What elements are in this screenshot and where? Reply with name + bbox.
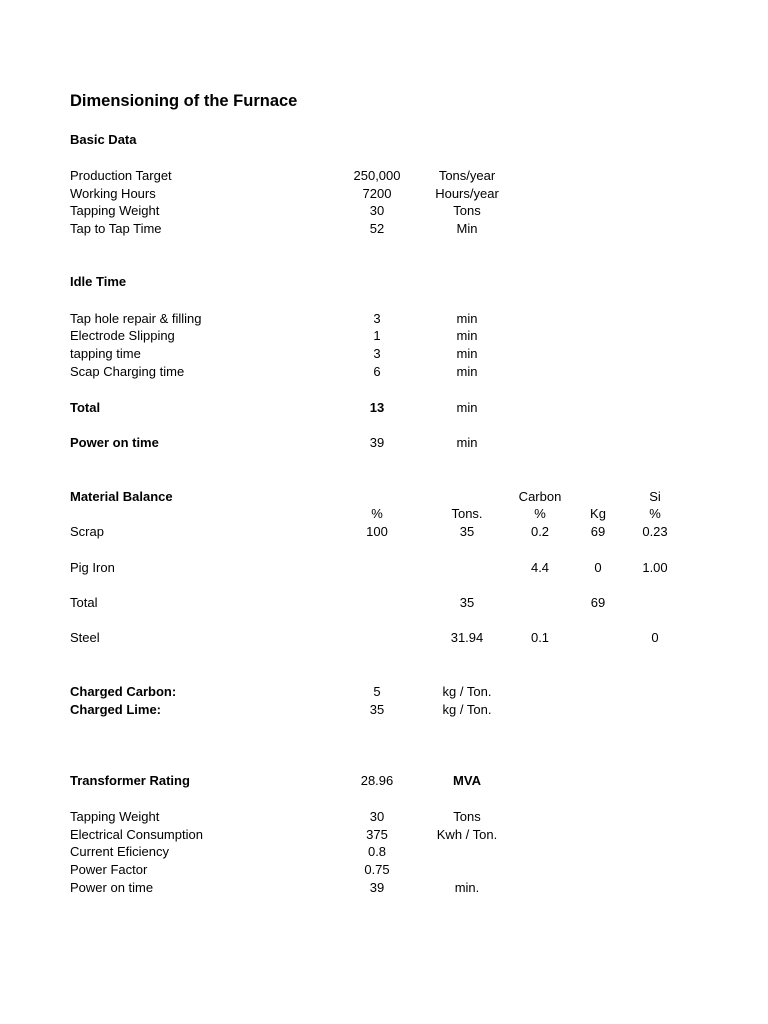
table-row [0, 808, 768, 826]
cell-carbon: 4.4 [530, 560, 550, 575]
cell-si: 0 [651, 630, 659, 645]
table-row [0, 310, 768, 328]
row-unit: Tons/year [438, 168, 496, 183]
row-unit: Hours/year [435, 186, 499, 201]
row-label: Charged Lime: [70, 702, 162, 717]
section-heading: Transformer Rating [70, 773, 190, 788]
row-label: Working Hours [70, 186, 156, 201]
row-label: Power on time [70, 435, 159, 450]
row-value: 3 [373, 311, 381, 326]
cell-tons: 35 [459, 524, 475, 539]
row-label: Charged Carbon: [70, 684, 177, 699]
column-header-carbon-pct: % [534, 506, 546, 521]
idle-time-heading-row [0, 273, 768, 291]
row-value: 30 [369, 203, 385, 218]
page-title: Dimensioning of the Furnace [70, 92, 298, 110]
row-unit: min [456, 328, 478, 343]
cell-kg: 69 [590, 524, 606, 539]
cell-si: 0.23 [642, 524, 668, 539]
table-row [0, 345, 768, 363]
row-value: 30 [369, 809, 385, 824]
table-row [0, 826, 768, 844]
row-value: 39 [369, 880, 385, 895]
charged-lime-row [0, 701, 768, 719]
table-row [0, 629, 768, 647]
transformer-rating-row [0, 772, 768, 790]
cell-si: 1.00 [642, 560, 668, 575]
row-unit: kg / Ton. [442, 684, 492, 699]
column-header-si-pct: % [649, 506, 661, 521]
row-unit: min [456, 364, 478, 379]
row-value: 375 [366, 827, 388, 842]
section-heading: Basic Data [70, 132, 137, 147]
row-value: 28.96 [360, 773, 394, 788]
column-header-pct: % [371, 506, 383, 521]
row-value: 3 [373, 346, 381, 361]
basic-data-heading-row [0, 131, 768, 149]
row-value: 39 [369, 435, 385, 450]
row-value: 52 [369, 221, 385, 236]
table-row [0, 594, 768, 612]
row-label: Scrap [70, 524, 104, 539]
cell-pct: 100 [366, 524, 388, 539]
row-value: 0.8 [367, 844, 387, 859]
row-label: Electrode Slipping [70, 328, 175, 343]
row-unit: min [456, 311, 478, 326]
cell-tons: 31.94 [450, 630, 484, 645]
column-header-row [0, 505, 768, 523]
column-header-kg: Kg [590, 506, 606, 521]
charged-carbon-row [0, 683, 768, 701]
table-row [0, 185, 768, 203]
row-unit: MVA [453, 773, 481, 788]
row-label: Tapping Weight [70, 203, 160, 218]
table-row [0, 843, 768, 861]
table-row [0, 167, 768, 185]
table-row [0, 861, 768, 879]
row-label: tapping time [70, 346, 141, 361]
row-value: 7200 [362, 186, 392, 201]
row-value: 5 [373, 684, 381, 699]
row-unit: Min [456, 221, 478, 236]
row-value: 0.75 [364, 862, 390, 877]
table-row [0, 879, 768, 897]
cell-tons: 35 [459, 595, 475, 610]
table-row [0, 523, 768, 541]
row-unit: Tons [453, 203, 481, 218]
row-value: 35 [369, 702, 385, 717]
row-value: 1 [373, 328, 381, 343]
row-label: Power Factor [70, 862, 148, 877]
table-row [0, 327, 768, 345]
column-header-tons: Tons. [451, 506, 483, 521]
row-label: Power on time [70, 880, 154, 895]
power-on-row [0, 434, 768, 452]
column-header-carbon: Carbon [518, 489, 562, 504]
row-label: Tap hole repair & filling [70, 311, 202, 326]
cell-carbon: 0.2 [530, 524, 550, 539]
row-label: Total [70, 595, 98, 610]
row-unit: kg / Ton. [442, 702, 492, 717]
row-label: Pig Iron [70, 560, 115, 575]
column-header-si: Si [649, 489, 661, 504]
row-label: Tap to Tap Time [70, 221, 162, 236]
row-value: 13 [369, 400, 385, 415]
row-label: Scap Charging time [70, 364, 185, 379]
row-unit: min. [454, 880, 480, 895]
row-label: Total [70, 400, 101, 415]
table-row [0, 559, 768, 577]
row-unit: Kwh / Ton. [436, 827, 498, 842]
row-unit: min [456, 435, 478, 450]
table-row [0, 202, 768, 220]
row-unit: min [456, 400, 478, 415]
table-row [0, 363, 768, 381]
section-heading: Material Balance [70, 489, 173, 504]
cell-kg: 69 [590, 595, 606, 610]
row-label: Steel [70, 630, 100, 645]
idle-total-row [0, 399, 768, 417]
row-label: Tapping Weight [70, 809, 160, 824]
row-label: Electrical Consumption [70, 827, 203, 842]
row-value: 6 [373, 364, 381, 379]
row-label: Current Eficiency [70, 844, 169, 859]
cell-carbon: 0.1 [530, 630, 550, 645]
cell-kg: 0 [594, 560, 602, 575]
section-heading: Idle Time [70, 274, 127, 289]
row-label: Production Target [70, 168, 172, 183]
row-value: 250,000 [353, 168, 401, 183]
row-unit: min [456, 346, 478, 361]
table-row [0, 220, 768, 238]
row-unit: Tons [453, 809, 481, 824]
material-balance-heading-row [0, 488, 768, 506]
